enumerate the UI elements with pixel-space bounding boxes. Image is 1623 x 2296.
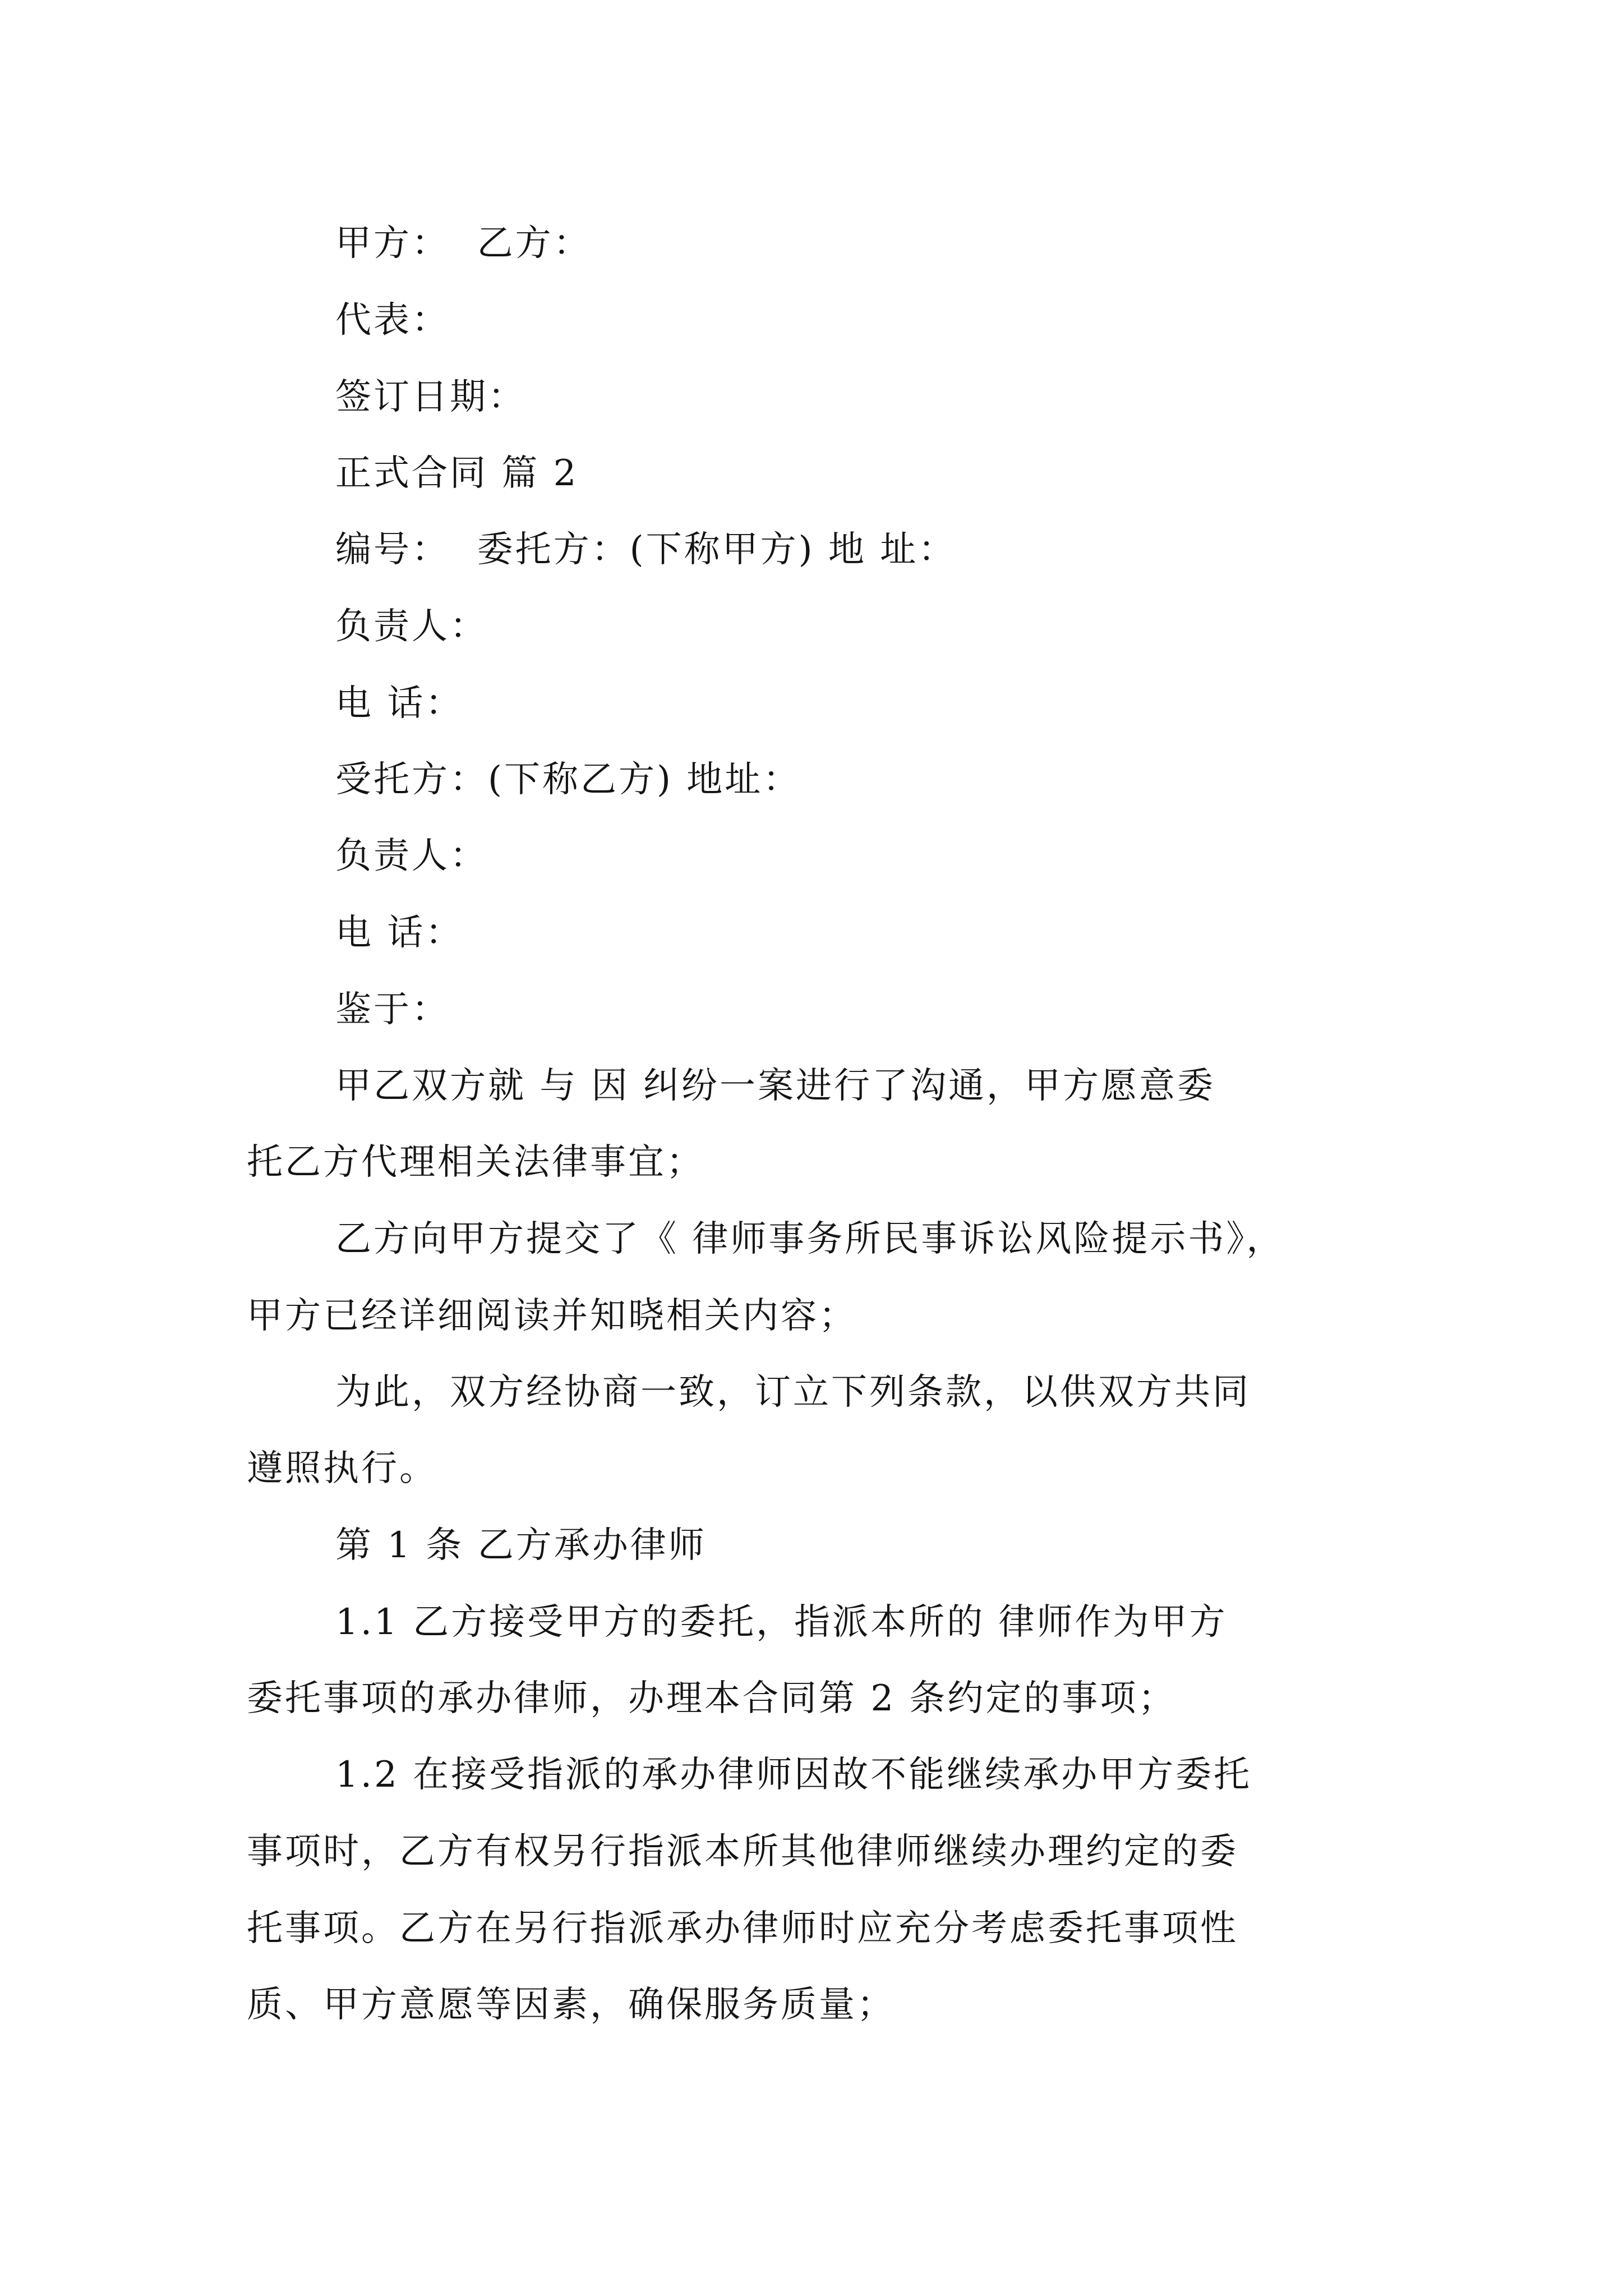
- article-heading: 第 1 条 乙方承办律师: [335, 1525, 707, 1566]
- clause-line: 质、甲方意愿等因素，确保服务质量；: [247, 1984, 895, 2026]
- paragraph-line: 为此，双方经协商一致，订立下列条款，以供双方共同: [335, 1372, 1251, 1413]
- clause-line: 1.2 在接受指派的承办律师因故不能继续承办甲方委托: [335, 1754, 1252, 1796]
- paragraph-line: 遵照执行。: [247, 1448, 437, 1489]
- client-responsible-line: 负责人：: [335, 606, 488, 647]
- paragraph-line: 甲乙双方就 与 因 纠纷一案进行了沟通，甲方愿意委: [335, 1065, 1216, 1107]
- trustee-phone-line: 电 话：: [335, 912, 464, 954]
- signing-date-line: 签订日期：: [335, 376, 526, 418]
- clause-line: 托事项。乙方在另行指派承办律师时应充分考虑委托事项性: [247, 1908, 1238, 1949]
- trustee-responsible-line: 负责人：: [335, 835, 488, 877]
- whereas-heading: 鉴于：: [335, 989, 450, 1030]
- contract-title: 正式合同 篇 2: [335, 453, 579, 494]
- representative-line: 代表：: [335, 300, 450, 341]
- trustee-line: 受托方：(下称乙方) 地址：: [335, 759, 801, 800]
- party-line: 甲方： 乙方：: [335, 223, 592, 264]
- client-phone-line: 电 话：: [335, 683, 464, 724]
- paragraph-line: 托乙方代理相关法律事宜；: [247, 1142, 704, 1183]
- clause-line: 委托事项的承办律师，办理本合同第 2 条约定的事项；: [247, 1678, 1177, 1719]
- clause-line: 1.1 乙方接受甲方的委托，指派本所的 律师作为甲方: [335, 1602, 1228, 1643]
- paragraph-line: 乙方向甲方提交了《 律师事务所民事诉讼风险提示书》，: [335, 1218, 1285, 1260]
- clause-line: 事项时，乙方有权另行指派本所其他律师继续办理约定的委: [247, 1831, 1238, 1872]
- paragraph-line: 甲方已经详细阅读并知晓相关内容；: [247, 1295, 857, 1337]
- number-client-line: 编号： 委托方：(下称甲方) 地 址：: [335, 529, 957, 570]
